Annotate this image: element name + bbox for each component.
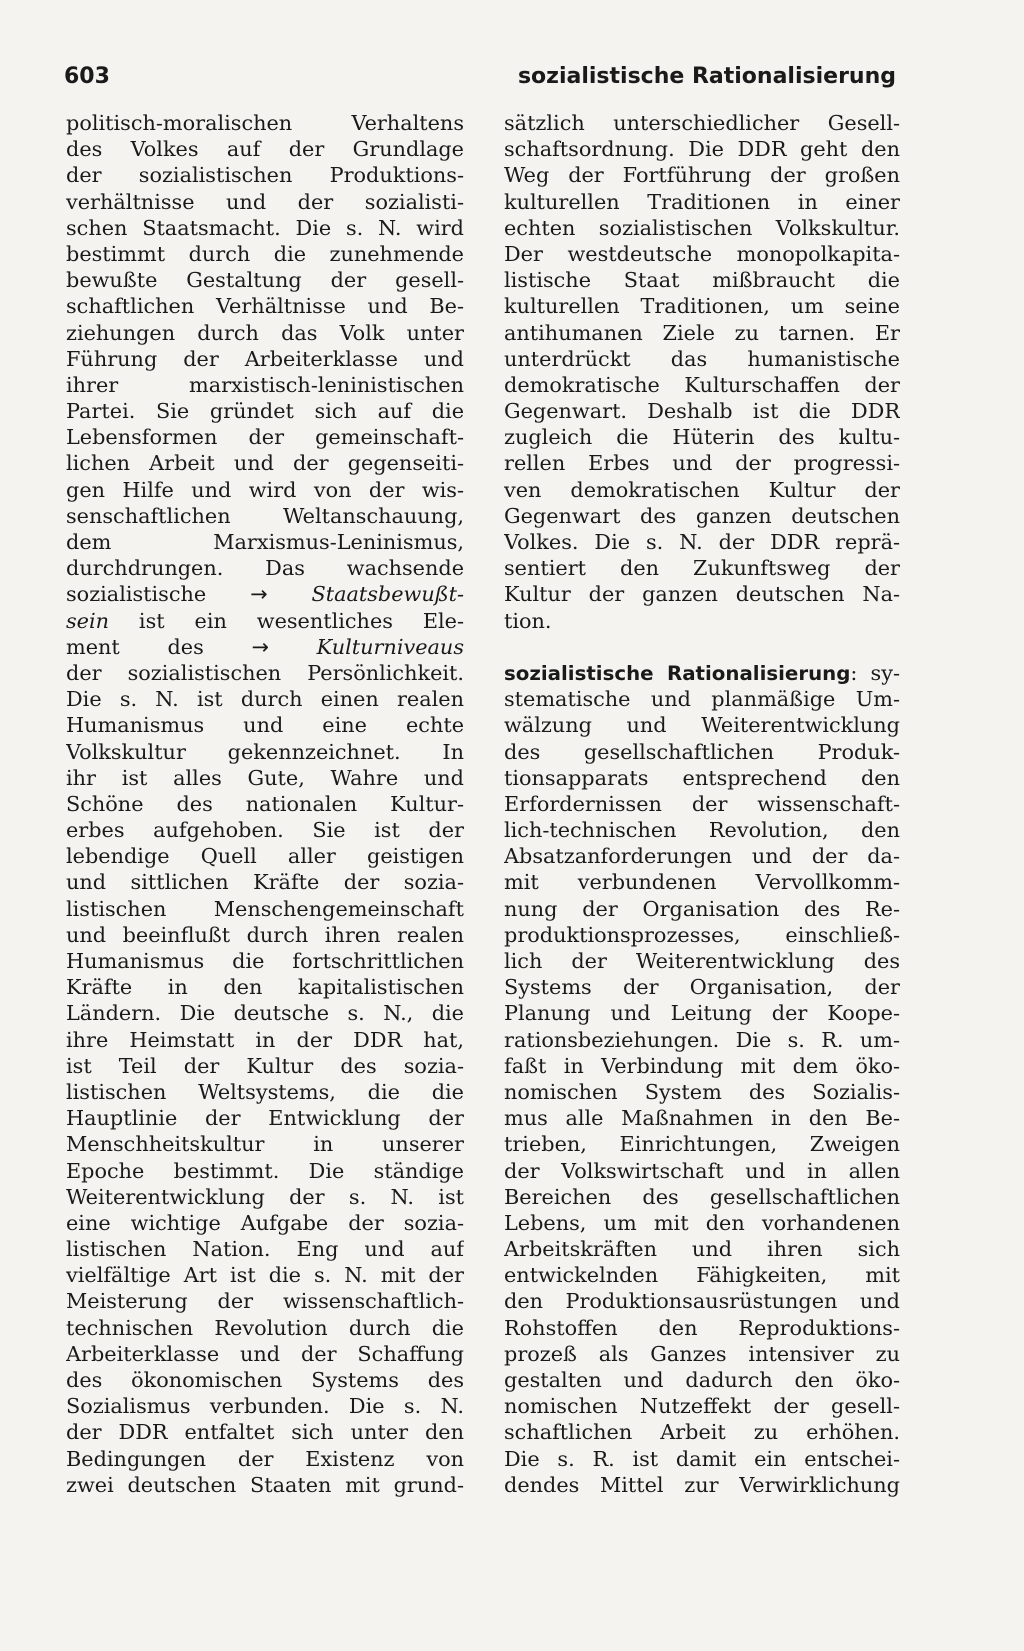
text-line: listischen Nation. Eng und auf — [66, 1237, 464, 1262]
text-line: ment des → Kulturniveaus — [66, 634, 464, 659]
text-line: mus alle Maßnahmen in den Be- — [504, 1106, 900, 1131]
text-line: Der westdeutsche monopolkapita- — [504, 241, 900, 266]
text-line: entwickelnden Fähigkeiten, mit — [504, 1263, 900, 1288]
text-line: Humanismus die fortschrittlichen — [66, 949, 464, 973]
text-line: Hauptlinie der Entwicklung der — [66, 1106, 464, 1131]
text-line: stematische und planmäßige Um- — [504, 687, 900, 712]
text-line: Erfordernissen der wissenschaft- — [504, 791, 900, 816]
entry-body — [504, 686, 900, 1498]
right-column — [504, 110, 900, 1498]
left-column — [66, 110, 464, 1498]
text-line: listische Staat mißbraucht die — [504, 268, 900, 293]
page-header — [64, 56, 896, 96]
text-line: Gegenwart. Deshalb ist die DDR — [504, 399, 900, 424]
text-line: wälzung und Weiterentwicklung — [504, 713, 900, 738]
text-line: der Volkswirtschaft und in allen — [504, 1158, 900, 1183]
text-line: rellen Erbes und der progressi- — [504, 451, 900, 476]
text-line: trieben, Einrichtungen, Zweigen — [504, 1132, 900, 1157]
text-line: vielfältige Art ist die s. N. mit der — [66, 1263, 464, 1288]
text-line: bestimmt durch die zunehmende — [66, 241, 464, 266]
text-line: listischen Weltsystems, die die — [66, 1079, 464, 1104]
text-line: zugleich die Hüterin des kultu- — [504, 425, 900, 450]
entry-heading-line — [504, 660, 900, 686]
text-line: nomischen System des Sozialis- — [504, 1079, 900, 1104]
text-line: kulturellen Traditionen in einer — [504, 189, 900, 214]
entry-term-continuation: : sy- — [850, 660, 900, 685]
running-title: sozialistische Rationalisierung — [517, 63, 896, 89]
text-line: erbes aufgehoben. Sie ist der — [66, 818, 464, 843]
text-line: dendes Mittel zur Verwirklichung — [504, 1472, 900, 1497]
text-line: ihre Heimstatt in der DDR hat, — [66, 1027, 464, 1052]
text-line: Lebensformen der gemeinschaft- — [66, 425, 464, 450]
text-line: lichen Arbeit und der gegenseiti- — [66, 451, 464, 476]
text-line: prozeß als Ganzes intensiver zu — [504, 1341, 900, 1366]
text-line: schaftlichen Verhältnisse und Be- — [66, 294, 464, 319]
text-line: Volkskultur gekennzeichnet. In — [66, 739, 464, 764]
text-line: eine wichtige Aufgabe der sozia- — [66, 1210, 464, 1235]
text-line: Absatzanforderungen und der da- — [504, 844, 900, 869]
text-line: Ländern. Die deutsche s. N., die — [66, 1001, 464, 1026]
text-line: der sozialistischen Produktions- — [66, 163, 464, 188]
text-line: demokratische Kulturschaffen der — [504, 372, 900, 397]
text-line: des gesellschaftlichen Produk- — [504, 739, 900, 764]
text-line: Arbeitskräften und ihren sich — [504, 1237, 900, 1262]
text-line: der sozialistischen Persönlichkeit. — [66, 660, 464, 685]
text-line: Weg der Fortführung der großen — [504, 163, 900, 188]
text-line: des ökonomischen Systems des — [66, 1368, 464, 1392]
text-line: des Volkes auf der Grundlage — [66, 137, 464, 162]
text-line: Weiterentwicklung der s. N. ist — [66, 1184, 464, 1209]
text-line: sätzlich unterschiedlicher Gesell- — [504, 111, 900, 135]
paragraph-gap — [504, 634, 900, 660]
text-line: schaftsordnung. Die DDR geht den — [504, 137, 900, 162]
text-line: der DDR entfaltet sich unter den — [66, 1420, 464, 1445]
text-line: bewußte Gestaltung der gesell- — [66, 268, 464, 293]
page-number: 603 — [64, 63, 110, 89]
text-line: sein ist ein wesentliches Ele- — [66, 608, 464, 633]
text-line: ven demokratischen Kultur der — [504, 477, 900, 502]
text-line: listischen Menschengemeinschaft — [66, 896, 464, 921]
text-line: Lebens, um mit den vorhandenen — [504, 1210, 900, 1235]
text-line: Schöne des nationalen Kultur- — [66, 791, 464, 816]
text-line: und beeinflußt durch ihren realen — [66, 922, 464, 947]
text-line: kulturellen Traditionen, um seine — [504, 294, 900, 319]
entry-term: sozialistische Rationalisierung — [504, 661, 851, 685]
text-line: zwei deutschen Staaten mit grund- — [66, 1472, 464, 1497]
text-line: und sittlichen Kräfte der sozia- — [66, 870, 464, 895]
text-line: Humanismus und eine echte — [66, 713, 464, 738]
text-line: Kultur der ganzen deutschen Na- — [504, 582, 900, 607]
text-line: mit verbundenen Vervollkomm- — [504, 870, 900, 895]
text-line: den Produktionsausrüstungen und — [504, 1289, 900, 1314]
text-line: Die s. N. ist durch einen realen — [66, 687, 464, 712]
text-line: lich der Weiterentwicklung des — [504, 949, 900, 973]
text-line: Sozialismus verbunden. Die s. N. — [66, 1394, 464, 1419]
right-column-continuation — [504, 110, 900, 634]
text-line: sentiert den Zukunftsweg der — [504, 556, 900, 581]
text-line: schen Staatsmacht. Die s. N. wird — [66, 215, 464, 240]
text-line: gen Hilfe und wird von der wis- — [66, 477, 464, 502]
text-line: gestalten und dadurch den öko- — [504, 1368, 900, 1392]
text-line: unterdrückt das humanistische — [504, 346, 900, 371]
text-line: ist Teil der Kultur des sozia- — [66, 1053, 464, 1078]
text-line: Planung und Leitung der Koope- — [504, 1001, 900, 1026]
text-line: echten sozialistischen Volkskultur. — [504, 215, 900, 240]
text-line: ihr ist alles Gute, Wahre und — [66, 765, 464, 790]
text-line: senschaftlichen Weltanschauung, — [66, 503, 464, 528]
text-line: Führung der Arbeiterklasse und — [66, 346, 464, 371]
text-line: nomischen Nutzeffekt der gesell- — [504, 1394, 900, 1419]
text-line: lich-technischen Revolution, den — [504, 818, 900, 843]
text-line: Bereichen des gesellschaftlichen — [504, 1184, 900, 1209]
text-line: Rohstoffen den Reproduktions- — [504, 1315, 900, 1340]
text-line: antihumanen Ziele zu tarnen. Er — [504, 320, 900, 345]
text-line: Arbeiterklasse und der Schaffung — [66, 1341, 464, 1366]
text-line: lebendige Quell aller geistigen — [66, 844, 464, 869]
text-line: schaftlichen Arbeit zu erhöhen. — [504, 1420, 900, 1445]
text-line: Kräfte in den kapitalistischen — [66, 975, 464, 1000]
text-line: Gegenwart des ganzen deutschen — [504, 503, 900, 528]
text-line: Bedingungen der Existenz von — [66, 1446, 464, 1471]
text-line: dem Marxismus-Leninismus, — [66, 530, 464, 554]
text-line: Volkes. Die s. N. der DDR reprä- — [504, 530, 900, 554]
text-line: Meisterung der wissenschaftlich- — [66, 1289, 464, 1314]
text-line: rationsbeziehungen. Die s. R. um- — [504, 1027, 900, 1052]
text-line: Die s. R. ist damit ein entschei- — [504, 1446, 900, 1471]
text-line: Systems der Organisation, der — [504, 975, 900, 1000]
text-line: nung der Organisation des Re- — [504, 896, 900, 921]
text-line: tion. — [504, 608, 552, 633]
text-line: ziehungen durch das Volk unter — [66, 320, 464, 345]
text-line: Epoche bestimmt. Die ständige — [66, 1158, 464, 1183]
text-line: Partei. Sie gründet sich auf die — [66, 399, 464, 424]
text-line: faßt in Verbindung mit dem öko- — [504, 1053, 900, 1078]
text-line: produktionsprozesses, einschließ- — [504, 922, 900, 947]
text-line: ihrer marxistisch-leninistischen — [66, 372, 464, 397]
text-line: politisch-moralischen Verhaltens — [66, 111, 464, 135]
text-line: sozialistische → Staatsbewußt- — [66, 582, 464, 607]
text-line: Menschheitskultur in unserer — [66, 1132, 464, 1157]
text-line: technischen Revolution durch die — [66, 1315, 464, 1340]
text-line: durchdrungen. Das wachsende — [66, 556, 464, 581]
text-line: tionsapparats entsprechend den — [504, 765, 900, 790]
text-line: verhältnisse und der sozialisti- — [66, 189, 464, 214]
